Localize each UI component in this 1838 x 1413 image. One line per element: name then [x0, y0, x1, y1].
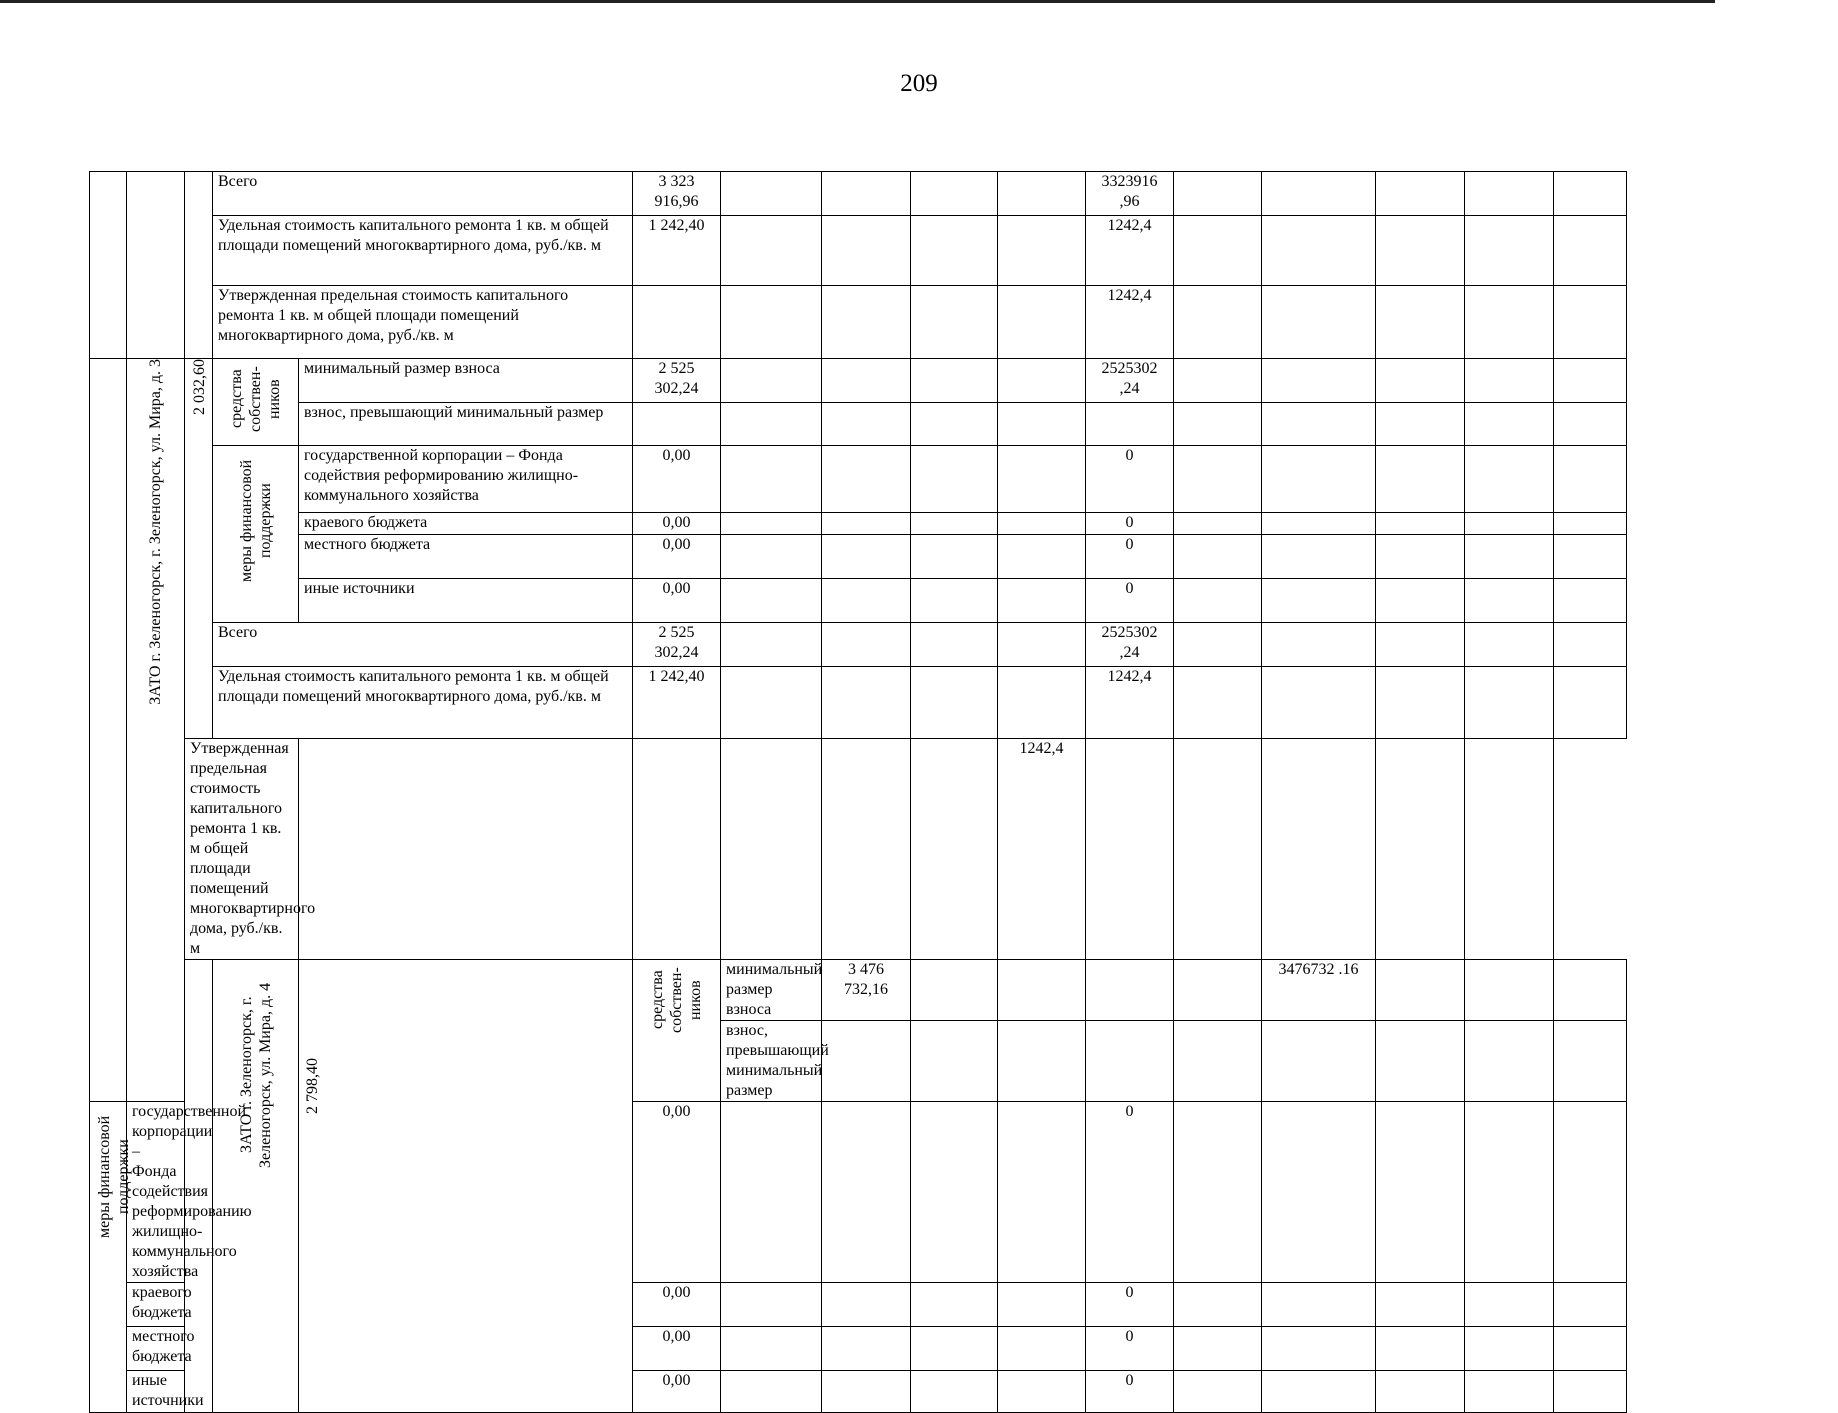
regional-budget-label: краевого бюджета: [127, 1283, 185, 1327]
table-row: [90, 535, 1627, 579]
fund-value: 0,00: [633, 1102, 721, 1283]
owners-funds-cell: [213, 359, 299, 446]
support-measures-text: меры финансовой поддержки: [96, 1115, 132, 1239]
approved-limit-value: [299, 739, 633, 960]
specific-cost-value: 1 242,40: [633, 667, 721, 739]
fund-value-alt: 0: [1086, 1102, 1174, 1283]
local-budget-value-alt: 0: [1086, 535, 1174, 579]
fund-value-alt: 0: [1086, 446, 1174, 513]
table-row: [90, 579, 1627, 623]
number-cell: [90, 172, 127, 359]
top-scan-rule: [0, 0, 1715, 3]
table-row: [90, 960, 1627, 1021]
table-row: [90, 216, 1627, 286]
over-min-label: взнос, превышающий минимальный размер: [721, 1021, 822, 1102]
local-budget-value-alt: 0: [1086, 1327, 1174, 1371]
total-value: 2 525 302,24: [633, 623, 721, 667]
address-text: ЗАТО г. Зеленогорск, г. Зеленогорск, ул. Мира, д. 3: [147, 359, 164, 705]
approved-limit-label: Утвержденная предельная стоимость капитального ремонта 1 кв. м общей площади помещений многоквартирного дома, руб./кв. м: [213, 286, 633, 359]
other-sources-label: иные источники: [127, 1371, 185, 1413]
min-contribution-value-alt: 3476732 .16: [1262, 960, 1376, 1021]
min-contribution-value: 2 525 302,24: [633, 359, 721, 403]
other-sources-value-alt: 0: [1086, 579, 1174, 623]
over-min-label: взнос, превышающий минимальный размер: [299, 402, 633, 446]
address-cell: [127, 172, 185, 359]
min-contribution-label: минимальный размер взноса: [299, 359, 633, 403]
page-number: 209: [900, 70, 938, 97]
total-value-alt: 3323916 ,96: [1086, 172, 1174, 216]
fund-value: 0,00: [633, 446, 721, 513]
specific-cost-label: Удельная стоимость капитального ремонта 1 кв. м общей площади помещений многоквартирного дома, руб./кв. м: [213, 216, 633, 286]
table-row: [90, 172, 1627, 216]
total-label: Всего: [213, 623, 633, 667]
address-cell: [127, 359, 185, 1102]
number-cell: [90, 359, 127, 1102]
total-value-alt: 2525302 ,24: [1086, 623, 1174, 667]
owners-funds-cell: [633, 960, 721, 1102]
approved-limit-value-alt: 1242,4: [998, 739, 1086, 960]
other-sources-value: 0,00: [633, 1371, 721, 1413]
specific-cost-value-alt: 1242,4: [1086, 667, 1174, 739]
other-sources-value-alt: 0: [1086, 1371, 1174, 1413]
support-measures-cell: [213, 446, 299, 623]
local-budget-label: местного бюджета: [127, 1327, 185, 1371]
approved-limit-label: Утвержденная предельная стоимость капитального ремонта 1 кв. м общей площади помещений многоквартирного дома, руб./кв. м: [185, 739, 299, 960]
fund-label: государственной корпорации – Фонда содействия реформированию жилищно-коммунального хозяйства: [127, 1102, 185, 1283]
specific-cost-value: 1 242,40: [633, 216, 721, 286]
area-cell: [185, 172, 213, 359]
capital-repair-cost-table: [89, 171, 1627, 1413]
min-contribution-value: 3 476 732,16: [822, 960, 911, 1021]
address-cell: [213, 960, 299, 1413]
approved-limit-value-alt: 1242,4: [1086, 286, 1174, 359]
owners-funds-text: средства собствен-ников: [228, 366, 283, 432]
table-row: [90, 513, 1627, 535]
specific-cost-label: Удельная стоимость капитального ремонта 1 кв. м общей площади помещений многоквартирного дома, руб./кв. м: [213, 667, 633, 739]
support-measures-text: меры финансовой поддержки: [237, 459, 274, 583]
regional-budget-value: 0,00: [633, 1283, 721, 1327]
total-value: 3 323 916,96: [633, 172, 721, 216]
area-text: 2 032,60: [191, 359, 208, 415]
regional-budget-value: 0,00: [633, 513, 721, 535]
other-sources-value: 0,00: [633, 579, 721, 623]
local-budget-value: 0,00: [633, 535, 721, 579]
fund-label: государственной корпорации – Фонда содействия реформированию жилищно-коммунального хозяйства: [299, 446, 633, 513]
approved-limit-value: [633, 286, 721, 359]
owners-funds-text: средства собствен-ников: [649, 967, 705, 1033]
table-row: [90, 359, 1627, 403]
address-text: ЗАТО г. Зеленогорск, г. Зеленогорск, ул. Мира, д. 4: [237, 982, 274, 1168]
table-row: [90, 739, 1627, 960]
total-label: Всего: [213, 172, 633, 216]
support-measures-cell: [90, 1102, 132, 1413]
table-row: [90, 286, 1627, 359]
specific-cost-value-alt: 1242,4: [1086, 216, 1174, 286]
regional-budget-label: краевого бюджета: [299, 513, 633, 535]
table-row: [90, 402, 1627, 446]
regional-budget-value-alt: 0: [1086, 1283, 1174, 1327]
min-contribution-value-alt: 2525302 ,24: [1086, 359, 1174, 403]
area-cell: [299, 960, 633, 1413]
other-sources-label: иные источники: [299, 579, 633, 623]
regional-budget-value-alt: 0: [1086, 513, 1174, 535]
table-row: [90, 667, 1627, 739]
table-row: [90, 623, 1627, 667]
table-row: [90, 446, 1627, 513]
min-contribution-label: минимальный размер взноса: [721, 960, 822, 1021]
area-cell: [185, 359, 213, 739]
local-budget-value: 0,00: [633, 1327, 721, 1371]
area-text: 2 798,40: [304, 1058, 321, 1114]
local-budget-label: местного бюджета: [299, 535, 633, 579]
